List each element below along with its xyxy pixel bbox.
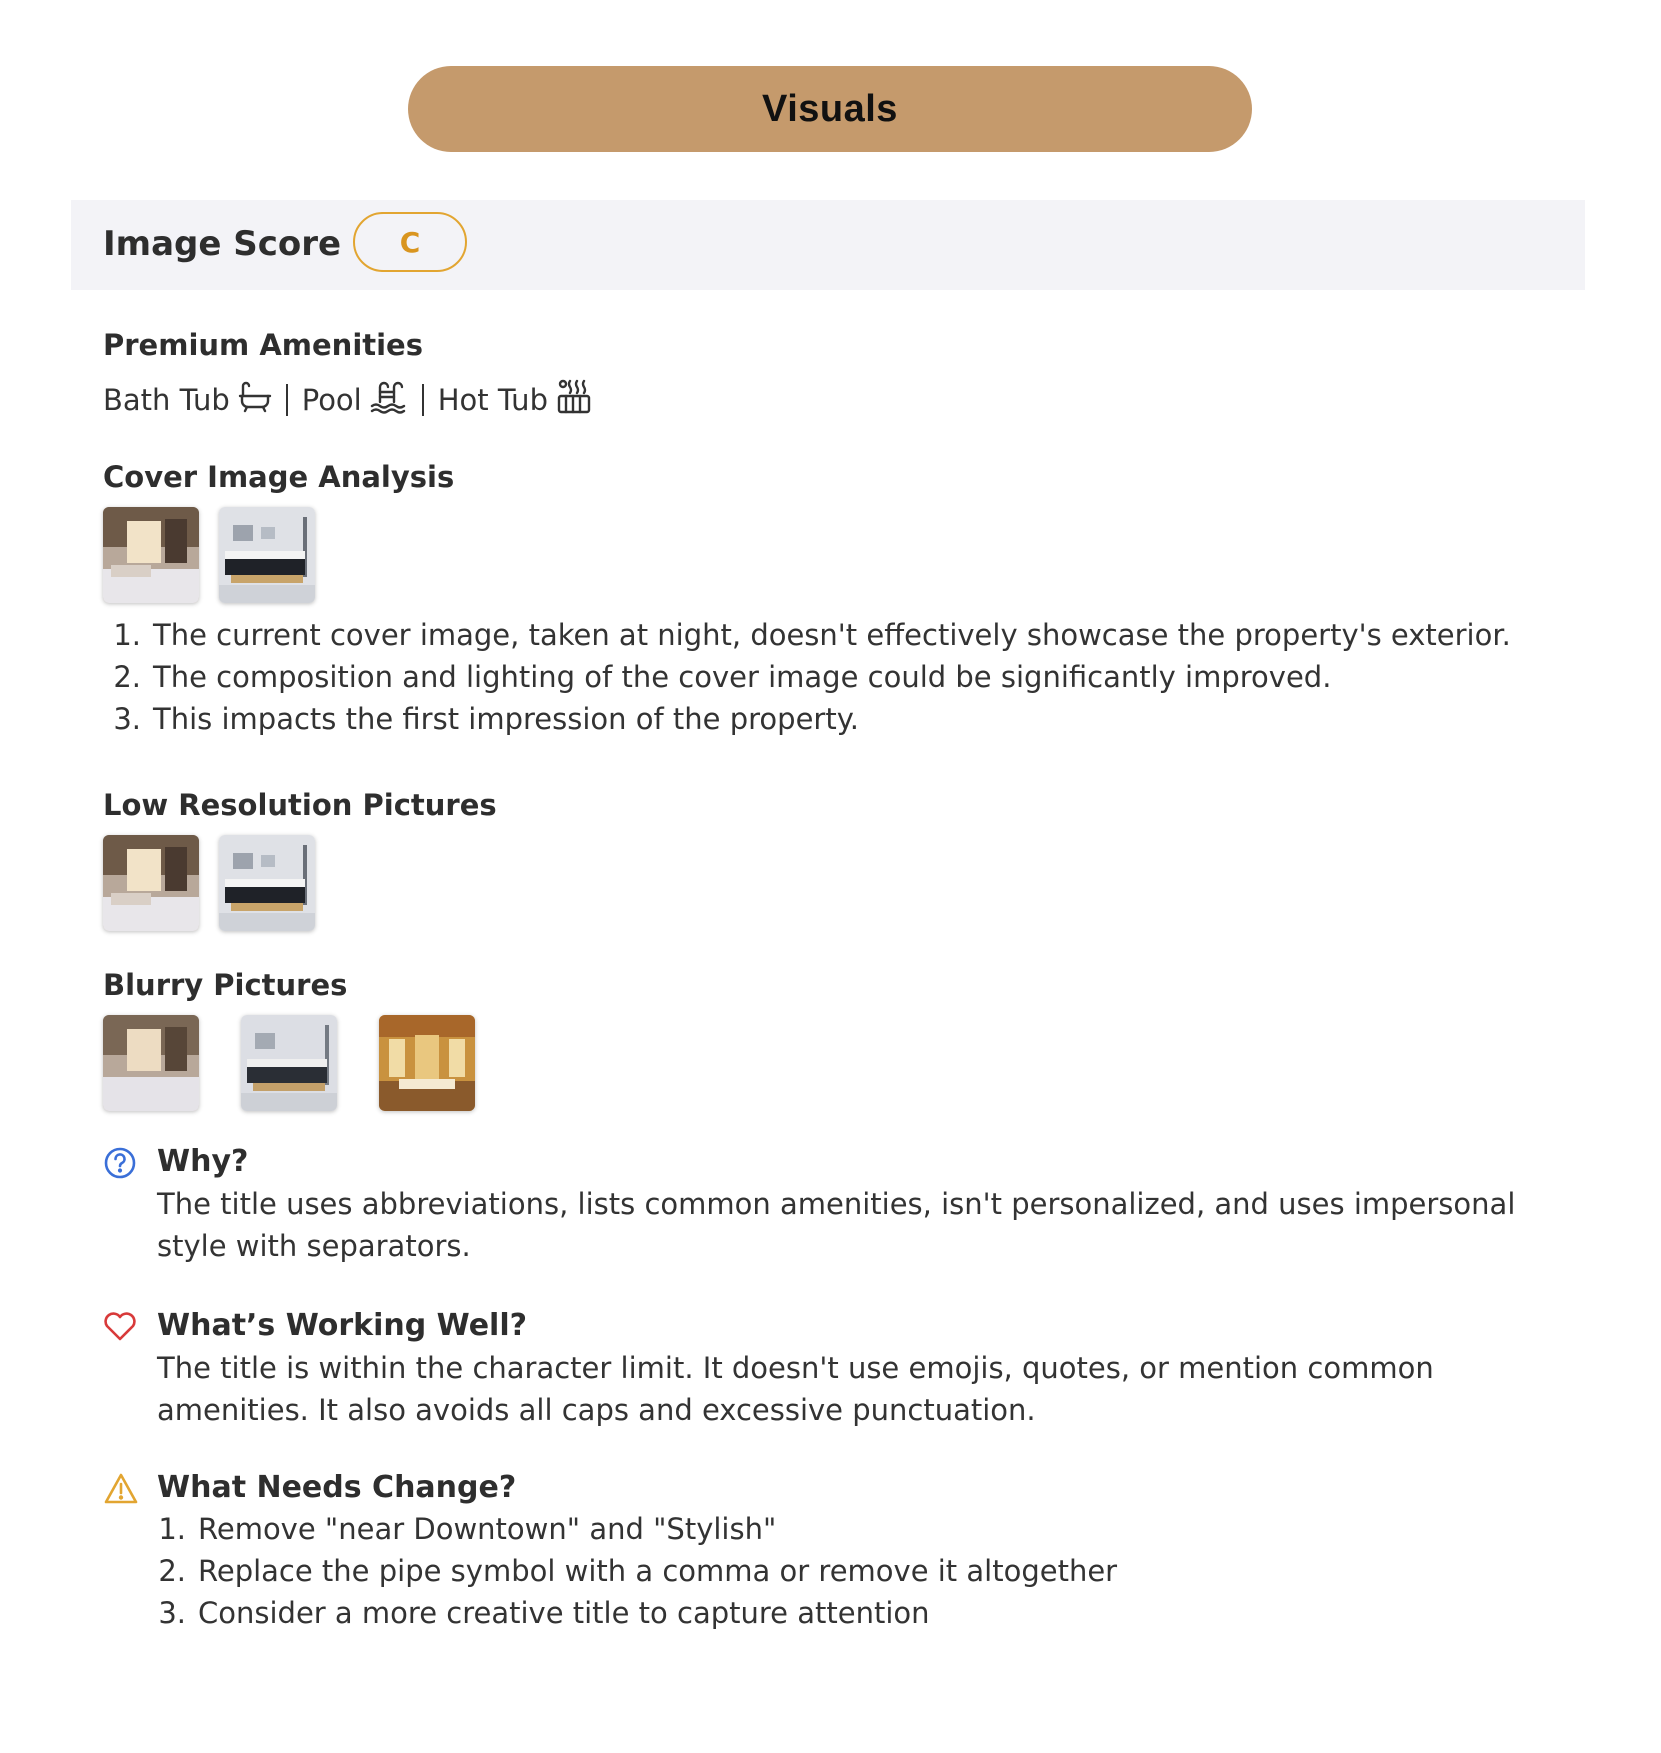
- photo-thumbnail[interactable]: [103, 507, 199, 603]
- image-score-band: [71, 200, 1585, 290]
- heart-icon: [103, 1311, 137, 1347]
- amenity-label: Bath Tub: [103, 383, 230, 417]
- photo-thumbnail[interactable]: [219, 507, 315, 603]
- needs-change-title: What Needs Change?: [157, 1470, 517, 1505]
- amenity-label: Hot Tub: [437, 383, 548, 417]
- cover-image-heading: Cover Image Analysis: [103, 460, 455, 494]
- list-item: 1. The current cover image, taken at night, doesn't effectively showcase the property's exterior.: [113, 618, 1511, 652]
- working-well-title: What’s Working Well?: [157, 1308, 528, 1343]
- cover-thumbnails: [103, 507, 315, 603]
- list-item: 1. Remove "near Downtown" and "Stylish": [158, 1512, 777, 1546]
- low-resolution-heading: Low Resolution Pictures: [103, 788, 497, 822]
- photo-thumbnail[interactable]: [241, 1015, 337, 1111]
- why-text: The title uses abbreviations, lists common amenities, isn't personalized, and uses impersonal style with separators.: [157, 1187, 1516, 1263]
- warning-icon: [103, 1472, 139, 1510]
- hot-tub-icon: [556, 379, 592, 422]
- section-header-pill: [408, 66, 1252, 152]
- photo-thumbnail[interactable]: [379, 1015, 475, 1111]
- list-item: 2. Replace the pipe symbol with a comma or remove it altogether: [158, 1554, 1118, 1588]
- amenity-separator: [286, 384, 288, 416]
- amenity-label: Pool: [301, 383, 362, 417]
- list-item: 3. This impacts the first impression of the property.: [113, 702, 859, 736]
- blurry-pictures-heading: Blurry Pictures: [103, 968, 348, 1002]
- bathtub-icon: [238, 380, 272, 421]
- pool-icon: [370, 380, 408, 421]
- low-resolution-thumbnails: [103, 835, 315, 931]
- grade-badge: C: [353, 212, 467, 272]
- image-score-label: Image Score: [103, 224, 342, 264]
- list-item: 3. Consider a more creative title to capture attention: [158, 1596, 930, 1630]
- amenities-row: [103, 380, 602, 420]
- list-item: 2. The composition and lighting of the cover image could be significantly improved.: [113, 660, 1332, 694]
- why-title: Why?: [157, 1144, 249, 1179]
- photo-thumbnail[interactable]: [219, 835, 315, 931]
- section-title: Visuals: [762, 87, 898, 130]
- photo-thumbnail[interactable]: [103, 835, 199, 931]
- blurry-thumbnails: [103, 1015, 475, 1111]
- needs-change-list: [148, 1508, 1117, 1634]
- premium-amenities-heading: Premium Amenities: [103, 328, 423, 362]
- amenity-separator: [422, 384, 424, 416]
- working-well-text: The title is within the character limit. It doesn't use emojis, quotes, or mention common amenities. It also avoids all caps and excessive punctuation.: [157, 1351, 1434, 1427]
- cover-analysis-list: [103, 614, 1511, 740]
- photo-thumbnail[interactable]: [103, 1015, 199, 1111]
- question-circle-icon: [103, 1146, 137, 1184]
